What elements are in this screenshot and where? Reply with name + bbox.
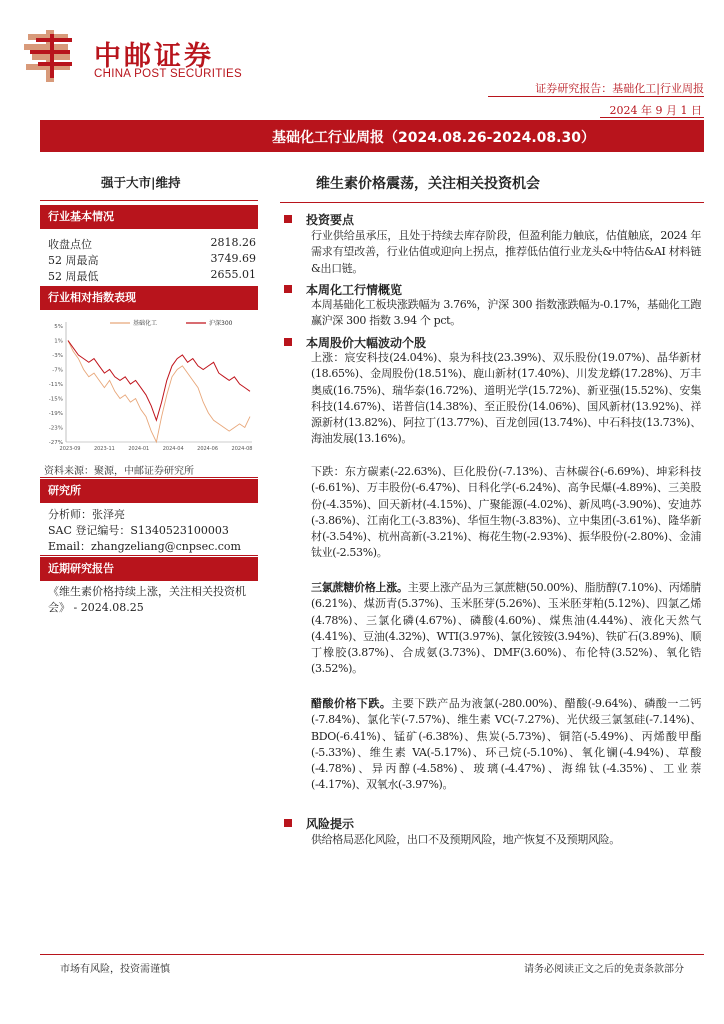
y-tick-label: 1% bbox=[54, 338, 63, 345]
price-up-paragraph bbox=[311, 580, 701, 678]
stat-label: 52 周最低 bbox=[48, 270, 99, 283]
section-risk bbox=[284, 815, 354, 832]
footer-disclaimer-note: 请务必阅读正文之后的免责条款部分 bbox=[524, 964, 684, 975]
stat-value: 2818.26 bbox=[210, 236, 256, 249]
section-investment-highlights bbox=[284, 211, 354, 228]
legend-label: 沪深300 bbox=[209, 320, 233, 327]
x-tick-label: 2023-09 bbox=[59, 446, 81, 452]
y-tick-label: -27% bbox=[48, 440, 63, 446]
report-type: 证券研究报告：基础化工|行业周报 bbox=[535, 82, 704, 95]
divider bbox=[40, 200, 258, 201]
series-line-0 bbox=[68, 341, 250, 443]
price-down-body: 主要下跌产品为液氯(-280.00%)、醋酸(-9.64%)、磷酸一二钙(-7.84%)、氯化苄(-7.57%)、维生素 VC(-7.27%)、光伏级三氯氢硅(-7.14%)、BDO(-6.41%)、锰矿(-6.38%)、焦炭(-5.73%)、铜箔(-5.49%)、丙烯酸甲酯(-5.33%)、维生素 VA(-5.17%)、环己烷(-5.10%)、氧化镧(-4.94%)、草酸(-4.78%)、异丙醇(-4.58%)、玻璃(-4.47%)、海绵钛(-4.35%)、工业萘(-4.17%)、双氧水(-3.97%)。 bbox=[311, 697, 701, 792]
relative-index-chart bbox=[40, 314, 258, 456]
stat-row bbox=[48, 236, 256, 252]
section-heading-recent-reports: 近期研究报告 bbox=[40, 557, 258, 581]
bullet-icon bbox=[284, 338, 292, 346]
section-heading-industry-basics: 行业基本情况 bbox=[40, 205, 258, 229]
stat-value: 2655.01 bbox=[210, 268, 256, 281]
y-tick-label: -15% bbox=[48, 396, 63, 403]
stock-losers: 下跌：东方碳素(-22.63%)、巨化股份(-7.13%)、吉林碳谷(-6.69%)、坤彩科技(-6.61%)、万丰股份(-6.47%)、日科化学(-6.24%)、高争民爆(-4.89%)、三美股份(-4.35%)、回天新材(-4.15%)、广聚能源(-4.02%)、新凤鸣(-3.90%)、安迪苏(-3.86%)、江南化工(-3.83%)、华恒生物(-3.83%)、立中集团(-3.61%)、隆华新材(-3.54%)、杭州高新(-3.21%)、梅花生物(-2.93%)、振华股份(-2.80%)、金浦钛业(-2.53%)。 bbox=[311, 465, 701, 560]
section-title: 本周化工行情概览 bbox=[306, 283, 403, 297]
chart-source: 资料来源：聚源，中邮证券研究所 bbox=[44, 466, 194, 477]
stat-row bbox=[48, 268, 256, 284]
x-tick-label: 2024-06 bbox=[197, 446, 219, 452]
section-title: 投资要点 bbox=[306, 213, 355, 227]
stat-row bbox=[48, 252, 256, 268]
divider bbox=[40, 477, 258, 478]
main-headline: 维生素价格震荡，关注相关投资机会 bbox=[316, 176, 540, 192]
brand-name-cn: 中邮证券 bbox=[94, 41, 214, 72]
price-up-body: 主要上涨产品为三氯蔗糖(50.00%)、脂肪醇(7.10%)、丙烯腈(6.21%)、煤沥青(5.37%)、玉米胚芽(5.26%)、玉米胚芽粕(5.12%)、四氯乙烯(4.78%)、三氯化磷(4.67%)、磷酸(4.60%)、煤焦油(4.44%)、液化天然气(4.41%)、豆油(4.32%)、WTI(3.97%)、氯化铵铵(3.94%)、铁矿石(3.89%)、顺丁橡胶(3.87%)、合成氨(3.73%)、DMF(3.60%)、布伦特(3.52%)、氧化锆(3.52%)。 bbox=[311, 581, 701, 676]
y-tick-label: -3% bbox=[52, 353, 63, 359]
price-down-paragraph bbox=[311, 696, 701, 794]
footer-divider bbox=[40, 954, 704, 955]
y-tick-label: -23% bbox=[48, 425, 63, 432]
header-divider bbox=[600, 117, 704, 118]
series-line-1 bbox=[68, 341, 250, 421]
footer-risk-note: 市场有风险，投资需谨慎 bbox=[60, 964, 170, 975]
stock-gainers: 上涨：宸安科技(24.04%)、泉为科技(23.39%)、双乐股份(19.07%)、晶华新材(18.65%)、金周股份(18.51%)、鹿山新材(17.40%)、川发龙蟒(17.28%)、万丰奥威(16.75%)、瑞华泰(16.72%)、道明光学(15.72%)、新亚强(15.52%)、安集科技(14.67%)、诺普信(14.38%)、至正股份(14.06%)、国风新材(13.92%)、祥源新材(13.82%)、阿拉丁(13.77%)、百龙创园(13.74%)、中石科技(13.73%)、海油发展(13.16%)。 bbox=[311, 351, 701, 446]
price-down-lead: 醋酸价格下跌。 bbox=[311, 697, 392, 710]
section-title: 风险提示 bbox=[306, 817, 355, 831]
x-tick-label: 2023-11 bbox=[93, 446, 115, 452]
sac-number: SAC 登记编号：S1340523100003 bbox=[48, 524, 229, 537]
stat-label: 52 周最高 bbox=[48, 254, 99, 267]
section-stock-movers bbox=[284, 334, 426, 351]
x-tick-label: 2024-08 bbox=[231, 446, 253, 452]
y-tick-label: 5% bbox=[54, 324, 63, 330]
china-post-logo-icon bbox=[22, 30, 80, 82]
section-title: 本周股价大幅波动个股 bbox=[306, 336, 427, 350]
weekly-body: 本周基础化工板块涨跌幅为 3.76%，沪深 300 指数涨跌幅为-0.17%，基础化工跑赢沪深 300 指数 3.94 个 pct。 bbox=[311, 298, 701, 328]
section-heading-research: 研究所 bbox=[40, 479, 258, 503]
industry-rating: 强于大市|维持 bbox=[101, 175, 181, 190]
y-tick-label: -11% bbox=[48, 382, 63, 388]
divider bbox=[40, 555, 258, 556]
analyst-email[interactable]: Email：zhangzeliang@cnpsec.com bbox=[48, 540, 241, 553]
x-tick-label: 2024-04 bbox=[162, 446, 184, 452]
header-divider bbox=[488, 96, 704, 97]
recent-report-link[interactable]: 《维生素价格持续上涨，关注相关投资机会》 - 2024.08.25 bbox=[48, 585, 246, 614]
bullet-icon bbox=[284, 215, 292, 223]
report-title: 基础化工行业周报（2024.08.26-2024.08.30） bbox=[272, 130, 595, 146]
y-tick-label: -19% bbox=[48, 411, 63, 417]
x-tick-label: 2024-01 bbox=[128, 446, 150, 452]
section-heading-index-performance: 行业相对指数表现 bbox=[40, 286, 258, 310]
risk-body: 供给格局恶化风险，出口不及预期风险，地产恢复不及预期风险。 bbox=[311, 833, 620, 846]
y-tick-label: -7% bbox=[52, 367, 63, 374]
bullet-icon bbox=[284, 819, 292, 827]
section-weekly-overview bbox=[284, 281, 402, 298]
legend-label: 基础化工 bbox=[133, 320, 158, 327]
bullet-icon bbox=[284, 285, 292, 293]
highlights-body: 行业供给虽承压，且处于持续去库存阶段，但盈利能力触底，估值触底，2024 年需求有望改善，行业估值或迎向上拐点，推荐低估值行业龙头&中特估&AI 材料链&出口链。 bbox=[311, 229, 701, 275]
price-up-lead: 三氯蔗糖价格上涨。 bbox=[311, 581, 408, 594]
stat-value: 3749.69 bbox=[210, 252, 256, 265]
analyst-name: 分析师：张泽亮 bbox=[48, 508, 125, 521]
report-date: 2024 年 9 月 1 日 bbox=[609, 104, 702, 117]
divider bbox=[280, 202, 704, 203]
brand-name-en: CHINA POST SECURITIES bbox=[94, 68, 242, 80]
stat-label: 收盘点位 bbox=[48, 238, 92, 251]
